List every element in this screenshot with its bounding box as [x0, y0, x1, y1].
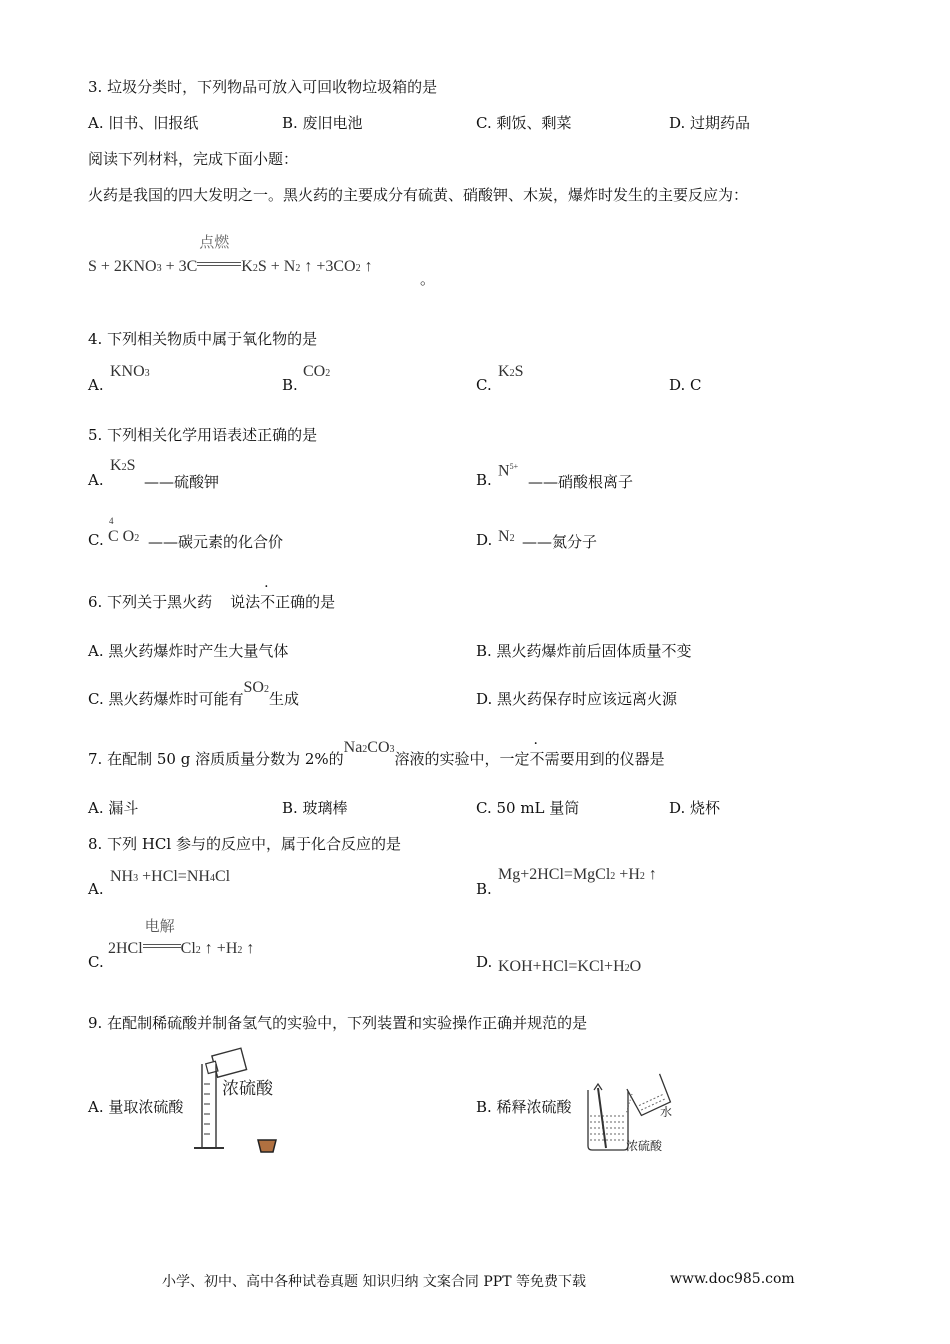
gunpowder-equation: S + 2KNO3 + 3C 点燃 K2S + N2 ↑ +3CO2 ↑ [88, 233, 373, 275]
q4-formula-c: K2S [498, 363, 524, 380]
q4-formula-a: KNO3 [110, 363, 150, 380]
q5-stem: 5. 下列相关化学用语表述正确的是 [88, 426, 318, 444]
q4-option-b: B. [282, 376, 298, 394]
beaker-icon [588, 1090, 628, 1150]
q5-option-c-text: ——碳元素的化合价 [148, 533, 284, 551]
q5-option-b-text: ——硝酸根离子 [528, 473, 634, 491]
q3-option-c: C. 剩饭、剩菜 [476, 114, 572, 132]
q5-option-d: D. [476, 531, 493, 549]
q5-option-d-text: ——氮分子 [522, 533, 598, 551]
figure-dilute-acid [580, 1066, 690, 1158]
footer-url[interactable]: www.doc985.com [670, 1271, 795, 1287]
q3-option-b: B. 废旧电池 [282, 114, 363, 132]
q7-stem [88, 739, 665, 769]
q4-option-c: C. [476, 376, 492, 394]
footer-text: 小学、初中、高中各种试卷真题 知识归纳 文案合同 PPT 等免费下载 [162, 1274, 586, 1290]
material-text: 火药是我国的四大发明之一。黑火药的主要成分有硫黄、硝酸钾、木炭，爆炸时发生的主要反应为： [88, 186, 749, 204]
q8-equation-a: NH3 +HCl=NH4Cl [110, 868, 231, 885]
q6-stem [88, 591, 335, 612]
q5-valence: 4 [109, 516, 114, 526]
q7-option-c: C. 50 mL 量筒 [476, 799, 580, 817]
fig-a-label: 浓硫酸 [222, 1079, 273, 1099]
q6-formula-c: SO2 [243, 679, 269, 696]
q5-formula-d: N2 [498, 528, 515, 545]
q7-stem-mid: 溶液的实验中，一定 [394, 750, 530, 768]
q3-stem: 3. 垃圾分类时，下列物品可放入可回收物垃圾箱的是 [88, 78, 438, 96]
q5-formula-a: K2S [110, 457, 136, 474]
q3-option-a: A. 旧书、旧报纸 [88, 114, 199, 132]
q3-option-d: D. 过期药品 [669, 114, 751, 132]
q6-option-c-post: 生成 [268, 690, 299, 708]
q8-option-a: A. [88, 880, 104, 898]
q9-option-b: B. 稀释浓硫酸 [476, 1098, 572, 1116]
glass-rod-icon [598, 1088, 606, 1148]
reagent-bottle-icon [204, 1048, 246, 1079]
q4-option-a: A. [88, 376, 104, 394]
q8-equation-b: Mg+2HCl=MgCl2 +H2 ↑ [498, 866, 657, 883]
q5-option-a-text: ——硫酸钾 [144, 473, 220, 491]
q5-option-c: C. [88, 531, 104, 549]
reaction-condition: 点燃 [199, 233, 230, 251]
q6-option-c-pre: C. 黑火药爆炸时可能有 [88, 690, 244, 708]
q7-stem-post: 需要用到的仪器是 [544, 750, 665, 768]
q8-condition: 电解 [144, 917, 175, 935]
q5-formula-b: $N^{5+}$ [498, 462, 519, 480]
q9-option-a: A. 量取浓硫酸 [88, 1098, 184, 1116]
equation-end: 。 [420, 270, 436, 288]
q8-equation-d: KOH+HCl=KCl+H2O [498, 958, 642, 975]
q8-option-c: C. [88, 953, 104, 971]
q7-option-d: D. 烧杯 [669, 799, 721, 817]
q7-option-b: B. 玻璃棒 [282, 799, 348, 817]
q5-option-b: B. [476, 471, 492, 489]
q8-option-b: B. [476, 880, 492, 898]
q8-stem: 8. 下列 HCl 参与的反应中，属于化合反应的是 [88, 835, 401, 853]
q6-stem-post: 正确的是 [275, 593, 336, 611]
fig-b-water-label: 水 [660, 1105, 673, 1119]
q6-stem-mid: 说法 [230, 593, 261, 611]
q8-option-d: D. [476, 953, 493, 971]
q7-stem-emphasis: 不 [529, 750, 545, 768]
bottle-stopper-icon [258, 1140, 276, 1152]
q9-stem: 9. 在配制稀硫酸并制备氢气的实验中，下列装置和实验操作正确并规范的是 [88, 1014, 588, 1032]
q6-option-a: A. 黑火药爆炸时产生大量气体 [88, 642, 289, 660]
q5-formula-c: C O2 [108, 528, 140, 545]
fig-b-acid-label: 浓硫酸 [626, 1139, 663, 1153]
q7-formula: Na2CO3 [343, 739, 395, 756]
q4-stem: 4. 下列相关物质中属于氧化物的是 [88, 330, 318, 348]
q4-option-d: D. C [669, 376, 702, 394]
q7-option-a: A. 漏斗 [88, 799, 139, 817]
q8-equation-c: 2HCl 电解 Cl2 ↑ +H2 ↑ [108, 917, 255, 957]
q6-option-c [88, 679, 299, 709]
q6-option-b: B. 黑火药爆炸前后固体质量不变 [476, 642, 692, 660]
q4-formula-b: CO2 [303, 363, 331, 380]
q7-stem-pre: 7. 在配制 50 g 溶质质量分数为 2%的 [88, 750, 344, 768]
q6-stem-emphasis: 不 [260, 593, 276, 611]
q6-stem-pre: 6. 下列关于黑火药 [88, 593, 213, 611]
figure-measure-acid [188, 1044, 288, 1156]
material-intro: 阅读下列材料，完成下面小题： [88, 150, 299, 168]
q6-option-d: D. 黑火药保存时应该远离火源 [476, 690, 678, 708]
q5-option-a: A. [88, 471, 104, 489]
